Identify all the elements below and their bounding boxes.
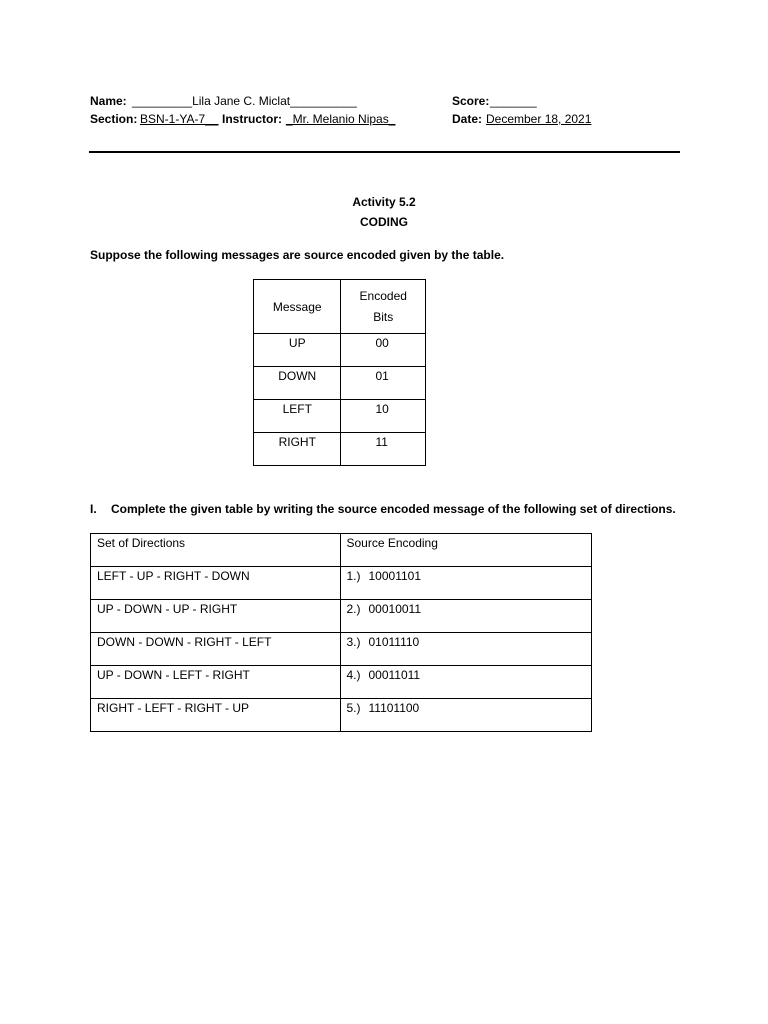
instruction-text: Complete the given table by writing the source encoded message of the following set of directions.: [111, 502, 676, 516]
encoding-cell: [340, 666, 592, 699]
encoding-value: 00011011: [368, 668, 421, 682]
section-label: Section:: [90, 112, 138, 126]
item-number: 5.): [346, 701, 361, 715]
instructor-label: Instructor:: [222, 112, 282, 126]
directions-table: [90, 533, 592, 732]
header-source-encoding: Source Encoding: [340, 534, 592, 567]
message-cell: UP: [254, 334, 341, 367]
encoding-value: 10001101: [368, 569, 421, 583]
header-bits-line2: Bits: [373, 309, 394, 324]
message-cell: DOWN: [254, 367, 341, 400]
table-row: [91, 600, 592, 633]
header-bits-line1: Encoded: [359, 288, 407, 303]
table-row: [91, 567, 592, 600]
table-row: [254, 400, 426, 433]
instructor-value: _Mr. Melanio Nipas_: [286, 112, 396, 126]
item-number: 1.): [346, 569, 361, 583]
encoding-cell: [340, 600, 592, 633]
score-label: Score:: [452, 94, 490, 108]
message-cell: RIGHT: [254, 433, 341, 466]
item-number: 4.): [346, 668, 361, 682]
encoding-table: [253, 279, 426, 466]
encoding-value: 01011110: [368, 635, 420, 649]
bits-cell: 00: [341, 334, 426, 367]
directions-cell: UP - DOWN - UP - RIGHT: [91, 600, 341, 633]
table-row: [91, 666, 592, 699]
activity-number: Activity 5.2: [352, 195, 416, 209]
table-row: [91, 699, 592, 732]
instruction-numeral: I.: [90, 502, 97, 516]
directions-cell: RIGHT - LEFT - RIGHT - UP: [91, 699, 341, 732]
directions-cell: UP - DOWN - LEFT - RIGHT: [91, 666, 341, 699]
date-label: Date:: [452, 112, 483, 126]
table-row: [254, 334, 426, 367]
encoding-cell: [340, 633, 592, 666]
header-message: Message: [254, 280, 341, 334]
encoding-cell: [340, 567, 592, 600]
directions-cell: DOWN - DOWN - RIGHT - LEFT: [91, 633, 341, 666]
table-row: [254, 433, 426, 466]
header-directions: Set of Directions: [91, 534, 341, 567]
encoding-value: 00010011: [368, 602, 421, 616]
table-header-row: [254, 280, 426, 334]
activity-title: CODING: [360, 215, 408, 229]
section-value: BSN-1-YA-7__: [140, 112, 219, 126]
date-value: December 18, 2021: [486, 112, 592, 126]
table-row: [91, 633, 592, 666]
score-value: _______: [490, 94, 537, 108]
bits-cell: 11: [341, 433, 426, 466]
table-row: [254, 367, 426, 400]
bits-cell: 10: [341, 400, 426, 433]
header-encoded-bits: [341, 280, 426, 334]
message-cell: LEFT: [254, 400, 341, 433]
encoding-value: 11101100: [368, 701, 420, 715]
name-label: Name:: [90, 94, 127, 108]
encoding-cell: [340, 699, 592, 732]
directions-cell: LEFT - UP - RIGHT - DOWN: [91, 567, 341, 600]
intro-text: Suppose the following messages are source encoded given by the table.: [90, 248, 505, 262]
name-value: _________Lila Jane C. Miclat__________: [132, 94, 357, 108]
item-number: 3.): [346, 635, 361, 649]
item-number: 2.): [346, 602, 361, 616]
bits-cell: 01: [341, 367, 426, 400]
table-header-row: [91, 534, 592, 567]
header-divider: [89, 151, 680, 153]
